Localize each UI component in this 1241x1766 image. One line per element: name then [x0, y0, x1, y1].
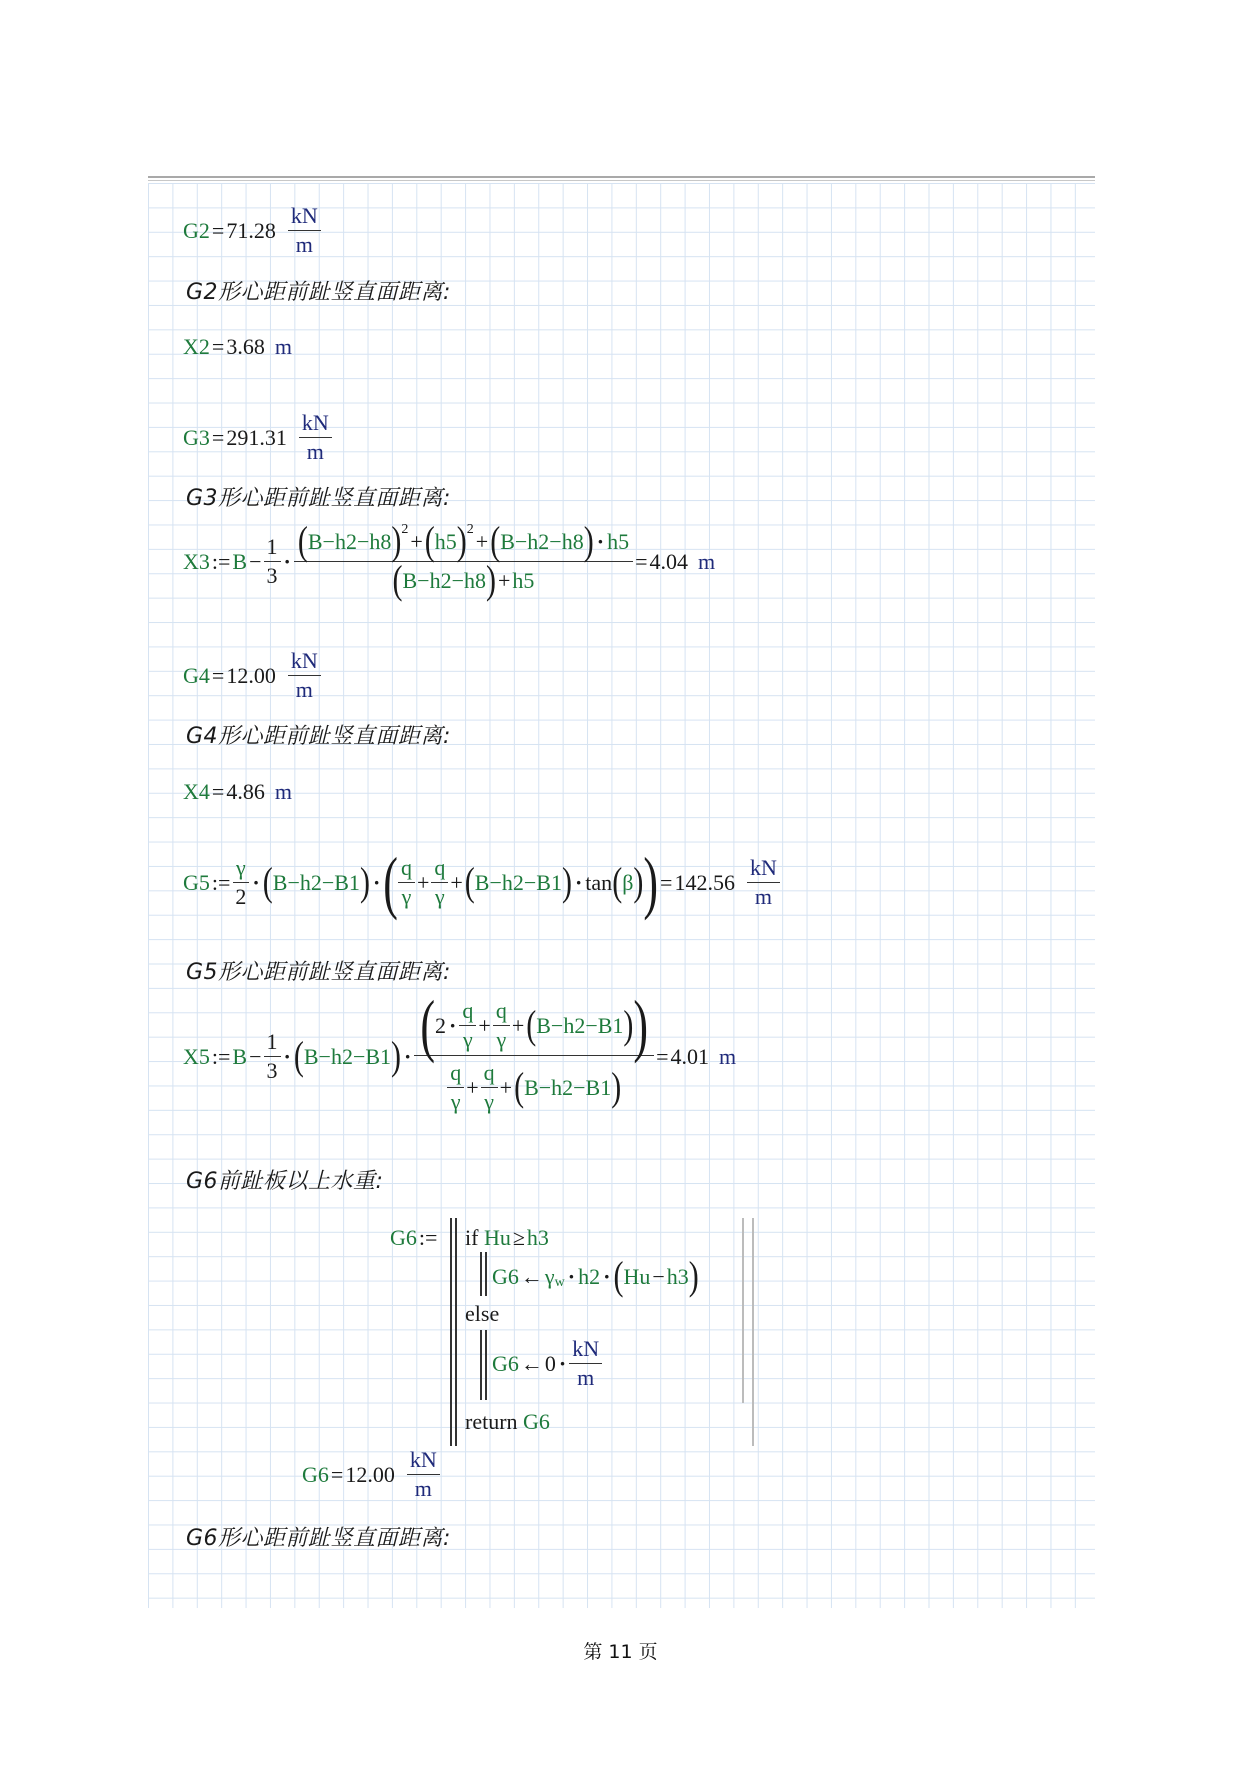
x2-result: X2 = 3.68 m	[183, 334, 292, 359]
program-bar-right	[742, 1218, 744, 1403]
x5-result: 4.01	[670, 1043, 709, 1069]
program-bar-outer-2	[455, 1218, 457, 1446]
program-if-bar-2	[485, 1252, 487, 1296]
program-else: else	[465, 1301, 500, 1326]
program-else-bar	[480, 1330, 482, 1400]
g3-value: 291.31	[226, 424, 287, 450]
g2-result: G2 = 71.28 kN m	[183, 205, 321, 256]
g6-unit: kN m	[407, 1449, 440, 1500]
x2-value: 3.68	[226, 334, 265, 359]
program-bar-right-2	[752, 1218, 754, 1446]
g6-program-lhs: G6 :=	[390, 1225, 438, 1250]
x3-result: 4.04	[649, 548, 688, 574]
header-rule-2	[148, 180, 1095, 181]
g6-value: 12.00	[345, 1461, 395, 1487]
heading-g6: G6形心距前趾竖直面距离:	[186, 1526, 451, 1551]
x5-fraction: ( 2 · q γ + $\frac{q}{\gamma}$ + ( B−h2−B1 ) ) q γ + $\frac{q}{\gamma}$ + ( B−h2−B1 )	[414, 1000, 654, 1113]
g2-value: 71.28	[226, 217, 276, 243]
program-bar-outer	[450, 1218, 452, 1446]
heading-g2: G2形心距前趾竖直面距离:	[186, 280, 451, 305]
program-if-bar	[480, 1252, 482, 1296]
g5-result: 142.56	[674, 869, 735, 895]
g4-result: G4 = 12.00 kN m	[183, 650, 321, 701]
g2-name: G2	[183, 217, 210, 243]
program-if-body: G6 ← γ w · h2 · ( Hu − h3 )	[492, 1254, 699, 1299]
x4-value: 4.86	[226, 779, 265, 804]
program-else-bar-2	[485, 1330, 487, 1400]
g5-formula: G5 := $\frac{\gamma}{2}$ · ( B−h2−B1 ) · ( q γ + $\frac{q}{\gamma}$ + ( B−h2−B1 ) · tan ( β ) ) = 142.56 kN m	[183, 857, 780, 908]
x3-formula: X3 := B − $\frac{1}{3}$ · ( B−h2−h8 ) 2 + ( h5 ) 2 + ( B−h2−h8 ) · h5 ( B−h2−h8 ) + h5 = 4.04 m	[183, 519, 716, 603]
heading-g4: G4形心距前趾竖直面距离:	[186, 724, 451, 749]
heading-g3: G3形心距前趾竖直面距离:	[186, 486, 451, 511]
page-number: 第 11 页	[583, 1641, 658, 1663]
g4-unit: kN m	[288, 650, 321, 701]
x3-fraction: ( B−h2−h8 ) 2 + ( h5 ) 2 + ( B−h2−h8 ) · h5 ( B−h2−h8 ) + h5	[294, 527, 633, 596]
g3-result: G3 = 291.31 kN m	[183, 412, 332, 463]
g2-unit: kN m	[288, 205, 321, 256]
g6-result: G6 = 12.00 kN m	[302, 1449, 440, 1500]
program-else-body: G6 ← 0 · kN m	[492, 1338, 602, 1389]
heading-g5: G5形心距前趾竖直面距离:	[186, 960, 451, 985]
g5-unit: kN m	[747, 857, 780, 908]
g4-value: 12.00	[226, 662, 276, 688]
header-rule	[148, 176, 1095, 178]
program-if-line: if Hu ≥ h3	[465, 1225, 549, 1250]
g3-unit: kN m	[299, 412, 332, 463]
x5-formula: X5 := B − $\frac{1}{3}$ · ( B−h2−B1 ) · ( 2 · q γ + $\frac{q}{\gamma}$ + ( B−h2−B1 ) ) q γ + $\frac{q}{\gamma}$ + ( B−h2−B1 ) = 4.01 m	[183, 985, 737, 1114]
x4-result: X4 = 4.86 m	[183, 779, 292, 804]
heading-g6-water: G6前趾板以上水重:	[186, 1169, 384, 1194]
program-return: return G6	[465, 1409, 550, 1434]
